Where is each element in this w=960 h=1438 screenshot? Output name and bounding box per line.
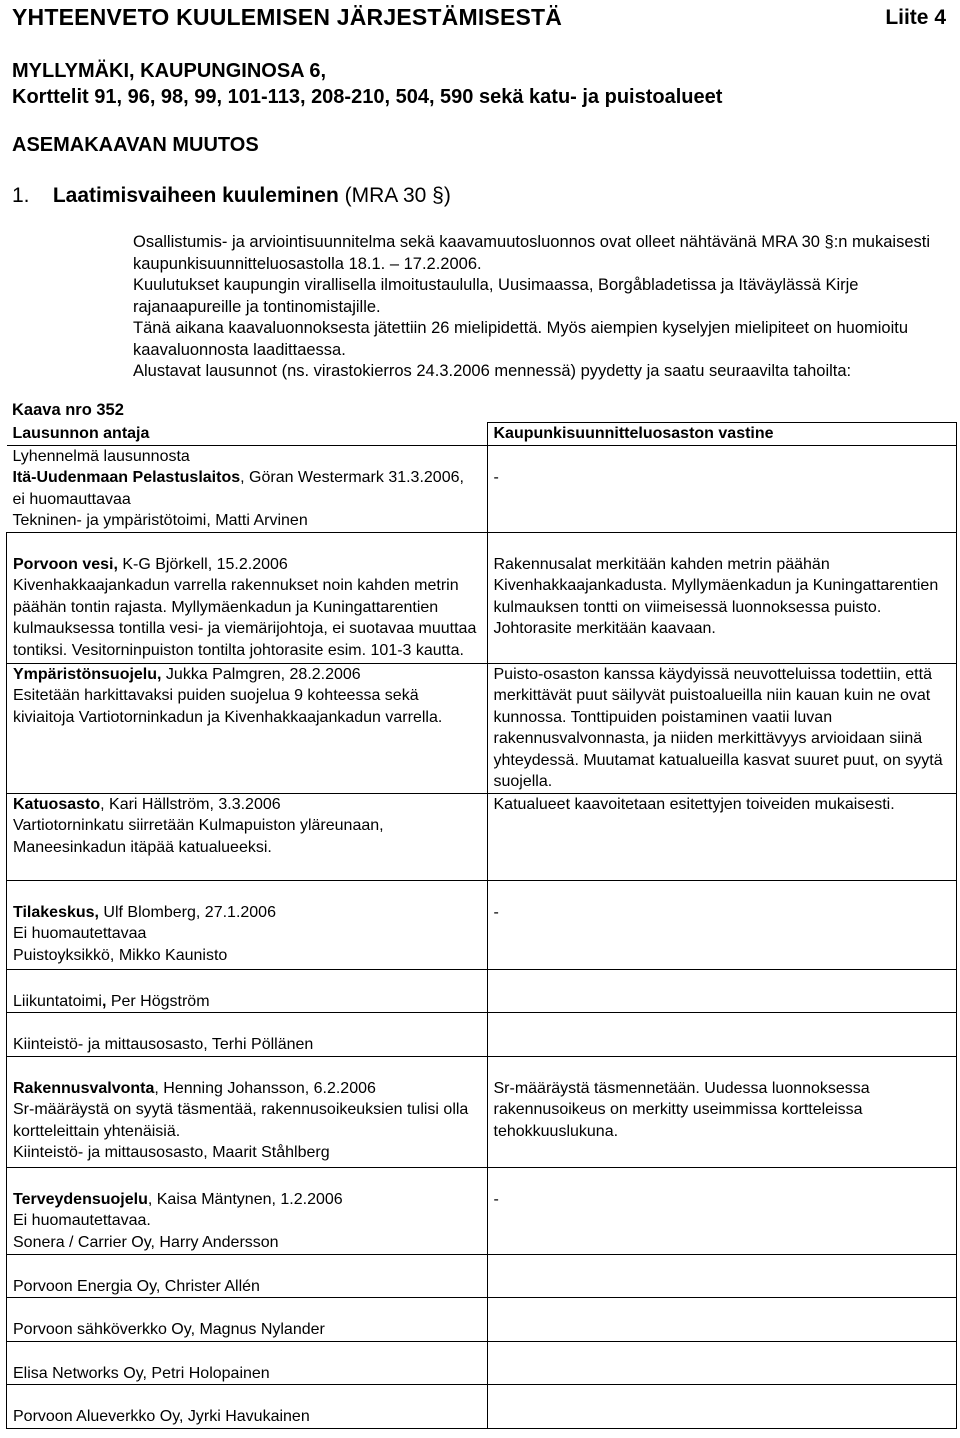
giver-name: Rakennusvalvonta <box>13 1079 155 1097</box>
row-left-cell <box>7 880 488 969</box>
giver-name: Katuosasto <box>13 795 101 813</box>
plan-number: Kaava nro 352 <box>12 401 124 419</box>
row-right-cell <box>487 1056 957 1167</box>
row-right-cell <box>487 1013 957 1057</box>
giver-line: Tekninen- ja ympäristötoimi, Matti Arvinen <box>12 512 308 529</box>
table-row <box>7 793 957 880</box>
giver-line: Kiinteistö- ja mittausosasto, Terhi Pöllänen <box>13 1036 314 1053</box>
row-right-cell <box>487 1254 957 1298</box>
giver-details: Jukka Palmgren, 28.2.2006 <box>161 665 361 683</box>
row-left-cell <box>7 445 488 532</box>
giver-comma: , <box>101 992 107 1010</box>
row-left-cell <box>7 969 488 1013</box>
intro-paragraph: Tänä aikana kaavaluonnoksesta jätettiin 26 mielipidettä. Myös aiempien kyselyjen mielipiteet on huomioitu kaavaluonnosta laadittaessa. <box>133 319 909 359</box>
row-left-cell <box>7 1254 488 1298</box>
giver-details: Per Högström <box>106 992 210 1010</box>
intro-paragraph: Osallistumis- ja arviointisuunnitelma sekä kaavamuutosluonnos ovat olleet nähtävänä MRA 30 §:n mukaisesti kaupunkisuunnitteluosastolla 18.1. – 17.2.2006. <box>133 233 930 273</box>
document-title: YHTEENVETO KUULEMISEN JÄRJESTÄMISESTÄ <box>12 4 563 30</box>
row-left-cell <box>7 1385 488 1429</box>
table-row <box>7 880 957 969</box>
row-right-cell <box>487 1341 957 1385</box>
response-text: - <box>493 468 499 486</box>
table-row <box>7 1385 957 1429</box>
row-right-cell <box>487 1385 957 1429</box>
table-header-row <box>7 423 957 446</box>
section-title: Laatimisvaiheen kuuleminen <box>52 184 339 207</box>
giver-details: , Göran Westermark 31.3.2006, ei huomauttavaa <box>12 469 464 508</box>
intro-text <box>133 232 948 383</box>
statements-table <box>6 422 957 1429</box>
giver-details: Ulf Blomberg, 27.1.2006 <box>98 903 276 921</box>
response-text: Sr-määräystä täsmennetään. Uudessa luonnoksessa rakennusoikeus on merkitty useimmissa kortteleissa tehokkuuslukuna. <box>493 1079 870 1140</box>
statement-text: Vartiotorninkatu siirretään Kulmapuiston yläreunaan, Maneesinkadun itäpää katualueeksi. <box>13 817 384 856</box>
table-row <box>7 532 957 663</box>
row-left-cell <box>7 793 488 880</box>
giver-name: Liikuntatoimi <box>13 992 102 1010</box>
plan-change-title: ASEMAKAAVAN MUUTOS <box>12 134 259 156</box>
row-left-cell <box>7 532 488 663</box>
row-right-cell <box>487 1167 957 1254</box>
intro-paragraph: Kuulutukset kaupungin virallisella ilmoitustaululla, Uusimaassa, Borgåbladetissa ja Itäväylässä Kirje rajanaapureille ja tontinomistajille. <box>133 276 859 316</box>
response-text: - <box>493 1190 499 1208</box>
row-left-cell <box>7 1341 488 1385</box>
row-right-cell <box>487 532 957 663</box>
giver-name: Ympäristönsuojelu, <box>13 665 162 683</box>
giver-line: Kiinteistö- ja mittausosasto, Maarit Ståhlberg <box>13 1144 330 1161</box>
row-left-cell <box>7 663 488 793</box>
giver-name: Porvoon vesi, <box>13 555 118 573</box>
giver-line: Elisa Networks Oy, Petri Holopainen <box>13 1364 270 1382</box>
response-text: Puisto-osaston kanssa käydyissä neuvotteluissa todettiin, että merkittävät puut säilyvät puistoalueilla niin kauan kuin ne ovat kunnossa. Tonttipuiden poistaminen vaatii luvan rakennusvalvonnasta, ja niiden merkittävyys arvioidaan siinä yhteydessä. Muutamat katualueilla kasvat suuret puut, on syytä suojella. <box>493 665 943 790</box>
row-left-cell <box>7 1298 488 1342</box>
table-row <box>7 969 957 1013</box>
intro-paragraph: Alustavat lausunnot (ns. virastokierros 24.3.2006 mennessä) pyydetty ja saatu seuraavilta tahoilta: <box>133 362 852 380</box>
statement-text: Kivenhakkaajankadun varrella rakennukset noin kahden metrin päähän tontin rajasta. Myllymäenkadun ja Kuningattarentien kulmauksessa tontilla vesi- ja viemärijohtoja, ei suotavaa muuttaa tontiksi. Vesitorninpuiston tontilta johtorasite esim. 101-3 kautta. <box>13 577 477 659</box>
giver-name: Terveydensuojelu <box>13 1190 148 1208</box>
area-title: MYLLYMÄKI, KAUPUNGINOSA 6, <box>12 60 327 82</box>
row-right-cell <box>487 969 957 1013</box>
giver-details: , Kaisa Mäntynen, 1.2.2006 <box>147 1190 343 1208</box>
column-subheader-summary: Lyhennelmä lausunnosta <box>12 447 190 465</box>
table-row <box>7 445 957 532</box>
table-row <box>7 1056 957 1167</box>
statement-text: Sr-määräystä on syytä täsmentää, rakennusoikeuksien tulisi olla kortteleittain yhtenäisiä. <box>13 1101 469 1140</box>
header-left-cell <box>7 423 488 446</box>
table-row <box>7 1341 957 1385</box>
giver-details: , Henning Johansson, 6.2.2006 <box>154 1079 376 1097</box>
row-right-cell <box>487 663 957 793</box>
column-header-response: Kaupunkisuunnitteluosaston vastine <box>493 425 774 442</box>
section-heading <box>12 184 451 208</box>
row-right-cell <box>487 793 957 880</box>
giver-details: , Kari Hällström, 3.3.2006 <box>100 795 281 813</box>
row-left-cell <box>7 1056 488 1167</box>
table-row <box>7 1254 957 1298</box>
giver-line: Puistoyksikkö, Mikko Kaunisto <box>13 946 228 964</box>
giver-line: Porvoon Energia Oy, Christer Allén <box>13 1277 260 1295</box>
statement-text: Esitetään harkittavaksi puiden suojelua 9 kohteessa sekä kiviaitoja Vartiotorninkadun ja Kivenhakkaajankadun varrella. <box>13 687 443 726</box>
giver-name: Itä-Uudenmaan Pelastuslaitos <box>12 469 241 486</box>
column-header-giver: Lausunnon antaja <box>12 424 150 442</box>
row-left-cell <box>7 1167 488 1254</box>
row-right-cell <box>487 880 957 969</box>
section-ref: (MRA 30 §) <box>338 184 451 207</box>
attachment-label: Liite 4 <box>885 6 946 29</box>
giver-line: Porvoon Alueverkko Oy, Jyrki Havukainen <box>13 1408 310 1425</box>
response-text: Rakennusalat merkitään kahden metrin päähän Kivenhakkaajankadusta. Myllymäenkadun ja Kuningattarentien kulmauksen tontti on viimeisessä luonnoksessa puisto. Johtorasite merkitään kaavaan. <box>493 555 939 637</box>
giver-line: Sonera / Carrier Oy, Harry Andersson <box>13 1233 279 1251</box>
giver-name: Tilakeskus, <box>13 903 99 921</box>
section-number: 1. <box>12 184 30 207</box>
blocks-title: Korttelit 91, 96, 98, 99, 101-113, 208-210, 504, 590 sekä katu- ja puistoalueet <box>12 86 723 108</box>
row-left-cell <box>7 1013 488 1057</box>
response-text: - <box>493 903 499 921</box>
row-right-cell <box>487 445 957 532</box>
statement-text: Ei huomautettavaa <box>13 925 147 942</box>
statement-text: Ei huomautettavaa. <box>13 1212 151 1229</box>
table-row <box>7 1167 957 1254</box>
table-row <box>7 1298 957 1342</box>
table-row <box>7 1013 957 1057</box>
table-row <box>7 663 957 793</box>
response-text: Katualueet kaavoitetaan esitettyjen toiveiden mukaisesti. <box>493 795 895 813</box>
giver-line: Porvoon sähköverkko Oy, Magnus Nylander <box>13 1321 325 1338</box>
header-right-cell <box>487 423 957 446</box>
giver-details: K-G Björkell, 15.2.2006 <box>117 555 288 573</box>
row-right-cell <box>487 1298 957 1342</box>
